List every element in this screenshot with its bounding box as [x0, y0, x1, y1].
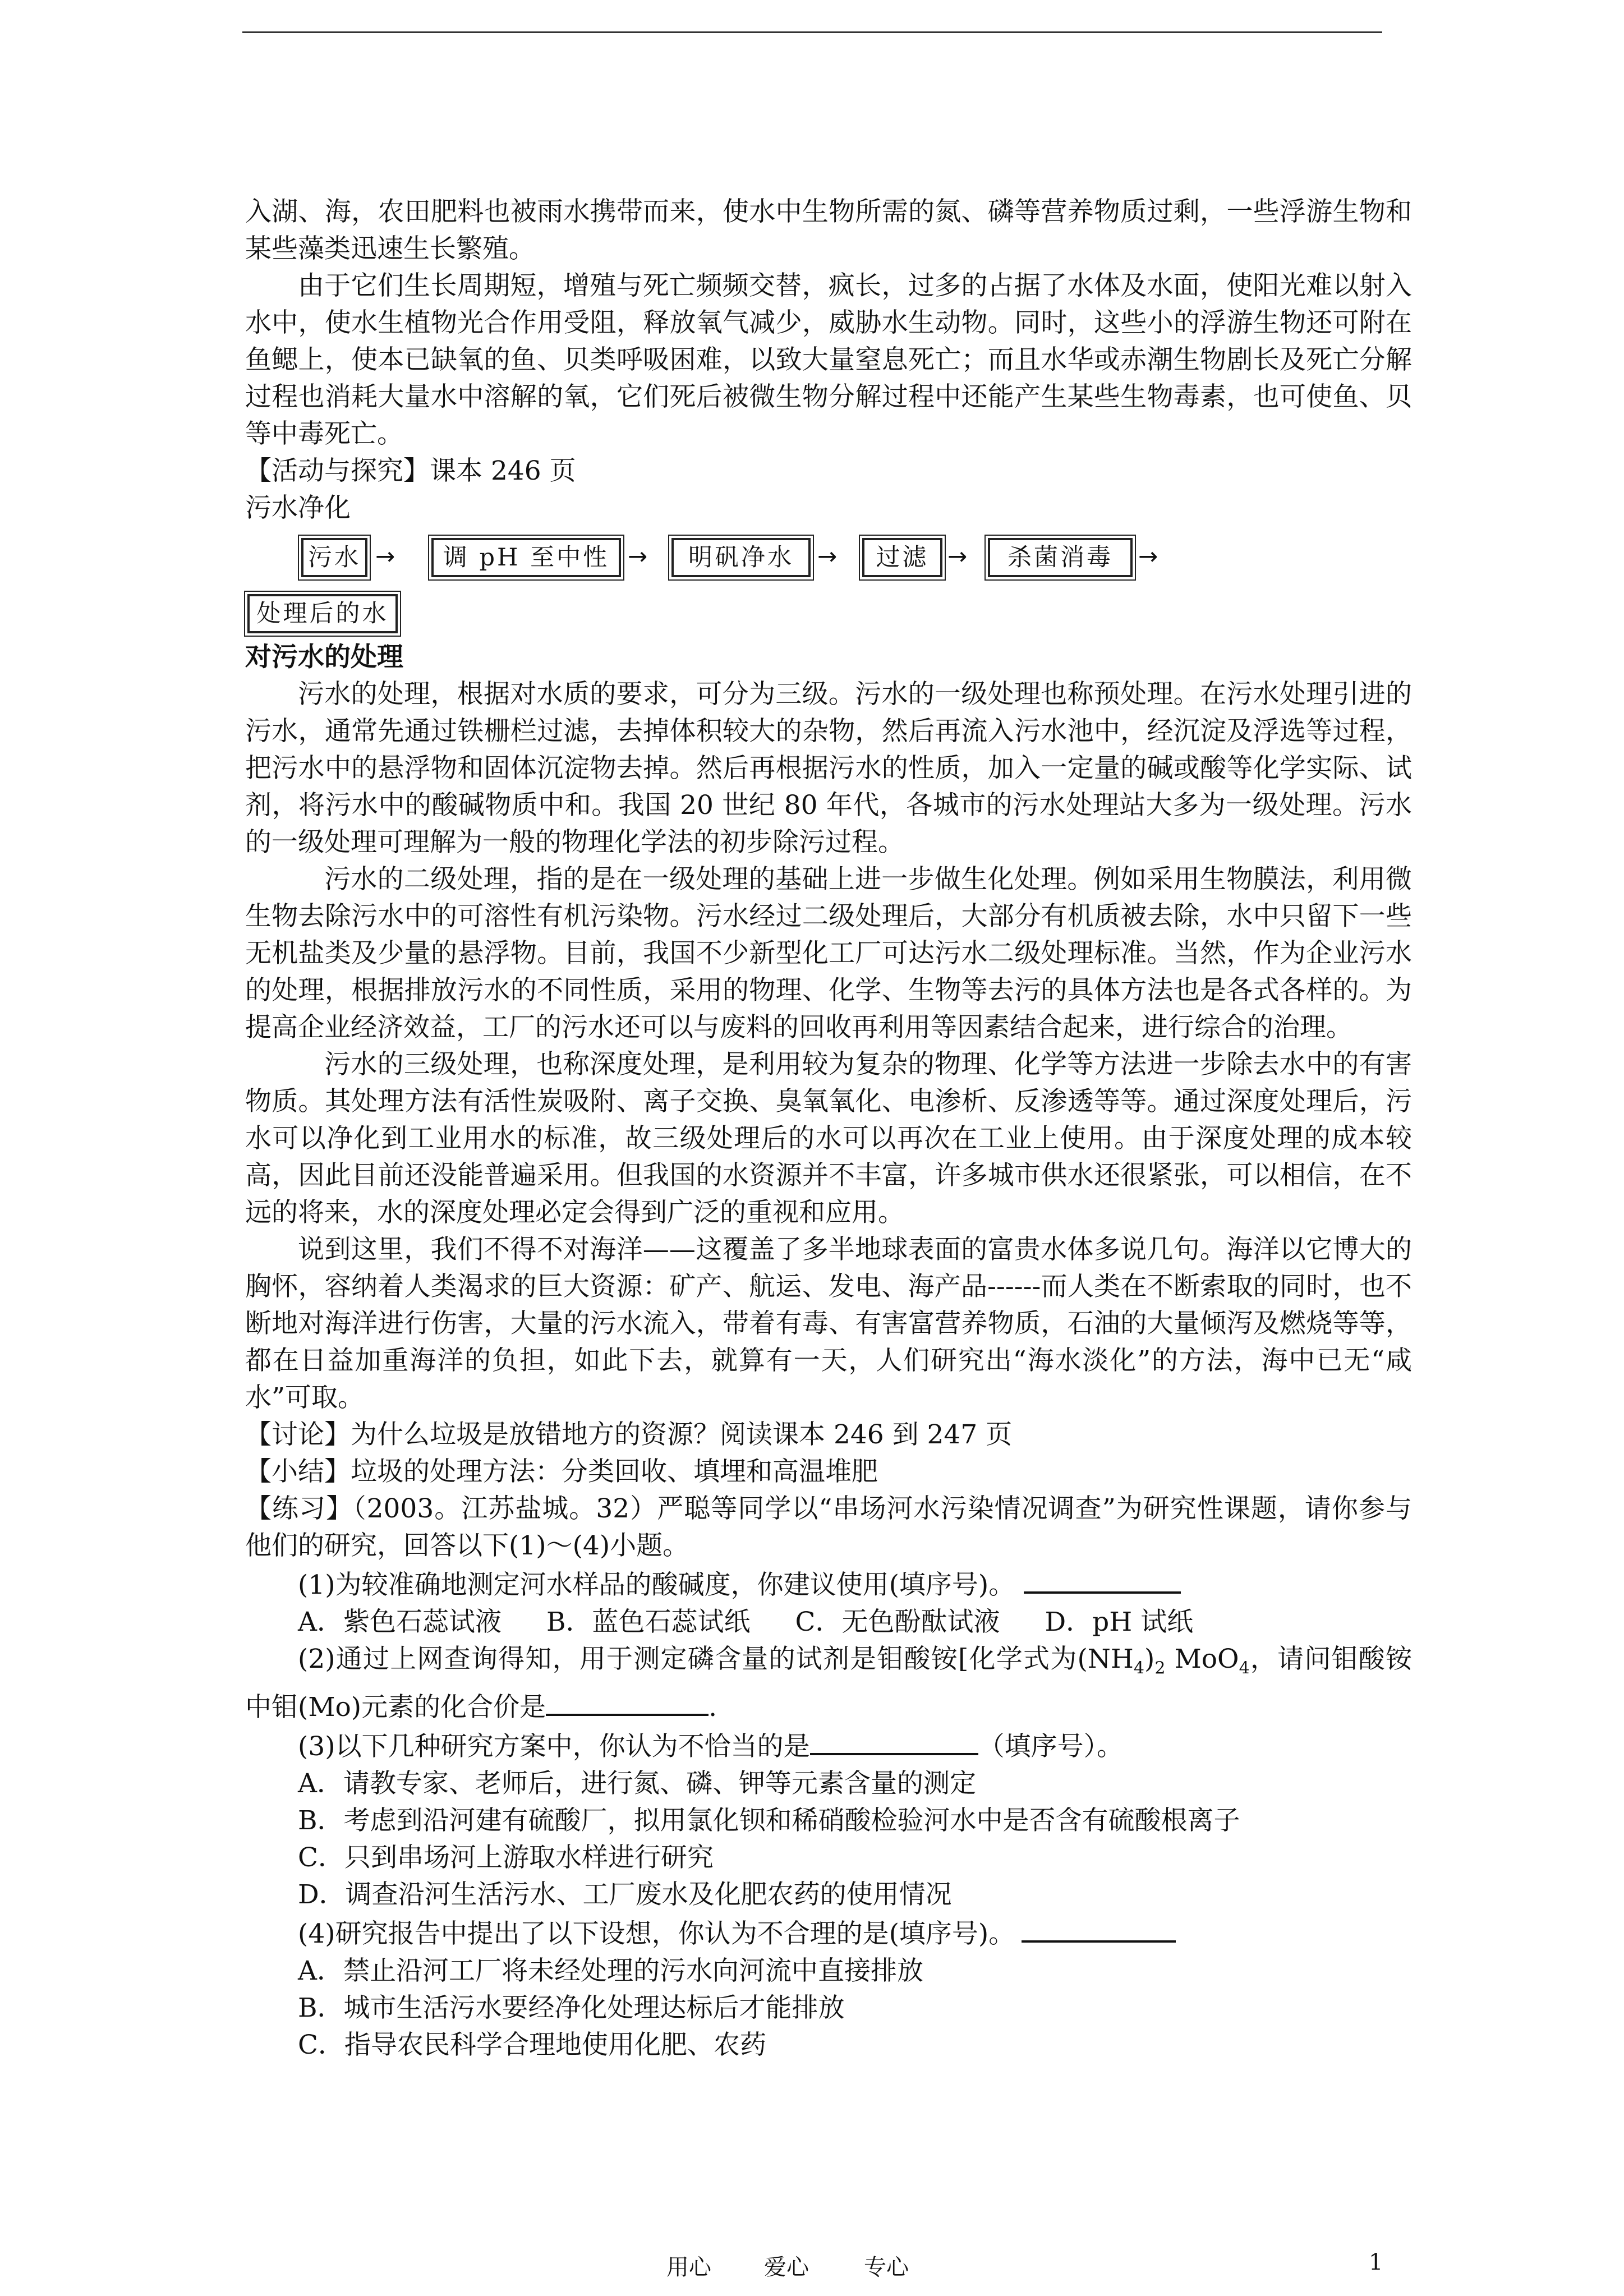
option: A．禁止沿河工厂将未经处理的污水向河流中直接排放 — [298, 1955, 923, 1987]
option: B．蓝色石蕊试纸 — [546, 1607, 751, 1637]
flow-arrow: → — [817, 542, 838, 570]
flow-step-sewage: 污水 — [301, 538, 367, 577]
answer-blank[interactable] — [1024, 1565, 1181, 1594]
paragraph: 入湖、海，农田肥料也被雨水携带而来，使水中生物所需的氮、磷等营养物质过剩，一些浮游生物和某些藻类迅速生长繁殖。 — [245, 196, 1412, 264]
flow-step-treated-water: 处理后的水 — [247, 594, 398, 633]
option: D．pH 试纸 — [1045, 1607, 1194, 1637]
option: B．考虑到沿河建有硫酸厂，拟用氯化钡和稀硝酸检验河水中是否含有硫酸根离子 — [298, 1805, 1240, 1837]
document-body — [245, 194, 1412, 2064]
question-3-stem: (3)以下几种研究方案中，你认为不恰当的是 （填序号）。 — [245, 1726, 1412, 1765]
option: A．紫色石蕊试液 — [298, 1607, 502, 1637]
footer-motto-2: 爱心 — [764, 2254, 809, 2280]
flow-arrow: → — [375, 542, 395, 570]
paragraph: 污水的三级处理，也称深度处理，是利用较为复杂的物理、化学等方法进一步除去水中的有害物质。其处理方法有活性炭吸附、离子交换、臭氧氧化、电渗析、反渗透等等。通过深度处理后，污水可以净化到工业用水的标准，故三级处理后的水可以再次在工业上使用。由于深度处理的成本较高，因此目前还没能普遍采用。但我国的水资源并不丰富，许多城市供水还很紧张，可以相信，在不远的将来，水的深度处理必定会得到广泛的重视和应用。 — [245, 1049, 1412, 1228]
option: C．只到串场河上游取水样进行研究 — [298, 1842, 714, 1874]
flow-step-filter: 过滤 — [862, 538, 942, 577]
flow-arrow: → — [628, 542, 648, 570]
footer-motto-3: 专心 — [864, 2254, 909, 2280]
answer-blank[interactable] — [546, 1687, 709, 1716]
option: D．调查沿河生活污水、工厂废水及化肥农药的使用情况 — [298, 1879, 952, 1911]
paragraph: 污水的处理，根据对水质的要求，可分为三级。污水的一级处理也称预处理。在污水处理引进的污水，通常先通过铁栅栏过滤，去掉体积较大的杂物，然后再流入污水池中，经沉淀及浮选等过程，把污水中的悬浮物和固体沉淀物去掉。然后再根据污水的性质，加入一定量的碱或酸等化学实际、试剂，将污水中的酸碱物质中和。我国 20 世纪 80 年代，各城市的污水处理站大多为一级处理。污水的一级处理可理解为一般的物理化学法的初步除污过程。 — [245, 679, 1412, 858]
footer-motto-1: 用心 — [666, 2254, 711, 2280]
question-1-stem: (1)为较准确地测定河水样品的酸碱度，你建议使用(填序号)。 — [245, 1565, 1412, 1604]
paragraph: 由于它们生长周期短，增殖与死亡频频交替，疯长，过多的占据了水体及水面，使阳光难以射入水中，使水生植物光合作用受阻，释放氧气减少，威胁水生动物。同时，这些小的浮游生物还可附在鱼鳃上，使本已缺氧的鱼、贝类呼吸困难，以致大量窒息死亡；而且水华或赤潮生物剧长及死亡分解过程也消耗大量水中溶解的氧，它们死后被微生物分解过程中还能产生某些生物毒素，也可使鱼、贝等中毒死亡。 — [245, 270, 1412, 449]
flow-step-adjust-ph: 调 pH 至中性 — [431, 538, 621, 577]
exercise-intro: 【练习】（2003。江苏盐城。32）严聪等同学以“串场河水污染情况调查”为研究性课题，请你参与他们的研究，回答以下(1)～(4)小题。 — [245, 1493, 1412, 1561]
flow-step-alum: 明矾净水 — [671, 538, 811, 577]
section-title: 对污水的处理 — [245, 642, 403, 673]
paragraph: 污水的二级处理，指的是在一级处理的基础上进一步做生化处理。例如采用生物膜法，利用微生物去除污水中的可溶性有机污染物。污水经过二级处理后，大部分有机质被去除，水中只留下一些无机盐类及少量的悬浮物。目前，我国不少新型化工厂可达污水二级处理标准。当然，作为企业污水的处理，根据排放污水的不同性质，采用的物理、化学、生物等去污的具体方法也是各式各样的。为提高企业经济效益，工厂的污水还可以与废料的回收再利用等因素结合起来，进行综合的治理。 — [245, 864, 1412, 1043]
answer-blank[interactable] — [1022, 1913, 1176, 1943]
activity-line: 【活动与探究】课本 246 页 — [245, 455, 576, 486]
option: B．城市生活污水要经净化处理达标后才能排放 — [298, 1993, 845, 2024]
option: A．请教专家、老师后，进行氮、磷、钾等元素含量的测定 — [298, 1768, 976, 1800]
flow-title: 污水净化 — [245, 493, 351, 523]
question-2-stem: (2)通过上网查询得知，用于测定磷含量的试剂是钼酸铵[化学式为$(NH_4)_2$ MoO$_4$，请问钼酸铵中钼(Mo)元素的化合价是 . — [245, 1644, 1413, 1723]
discussion-line: 【讨论】为什么垃圾是放错地方的资源？阅读课本 246 到 247 页 — [245, 1419, 1013, 1450]
answer-blank[interactable] — [810, 1726, 978, 1755]
question-1-options — [245, 1604, 1412, 1641]
header-rule — [242, 31, 1382, 33]
paragraph: 说到这里，我们不得不对海洋——这覆盖了多半地球表面的富贵水体多说几句。海洋以它博大的胸怀，容纳着人类渴求的巨大资源：矿产、航运、发电、海产品------而人类在不断索取的同时，也不断地对海洋进行伤害，大量的污水流入，带着有毒、有害富营养物质，石油的大量倾泻及燃烧等等，都在日益加重海洋的负担，如此下去，就算有一天，人们研究出“海水淡化”的方法，海中已无“咸水”可取。 — [245, 1234, 1412, 1413]
summary-line: 【小结】垃圾的处理方法：分类回收、填埋和高温堆肥 — [245, 1456, 878, 1487]
option: C．无色酚酞试液 — [795, 1607, 1000, 1637]
flow-step-disinfect: 杀菌消毒 — [988, 538, 1133, 577]
flow-arrow: → — [1138, 542, 1158, 570]
flow-arrow: → — [947, 542, 968, 570]
purification-flowchart — [245, 530, 1412, 637]
option: C．指导农民科学合理地使用化肥、农药 — [298, 2030, 766, 2061]
page-number: 1 — [1369, 2249, 1383, 2275]
question-4-stem: (4)研究报告中提出了以下设想，你认为不合理的是(填序号)。 — [245, 1913, 1412, 1953]
